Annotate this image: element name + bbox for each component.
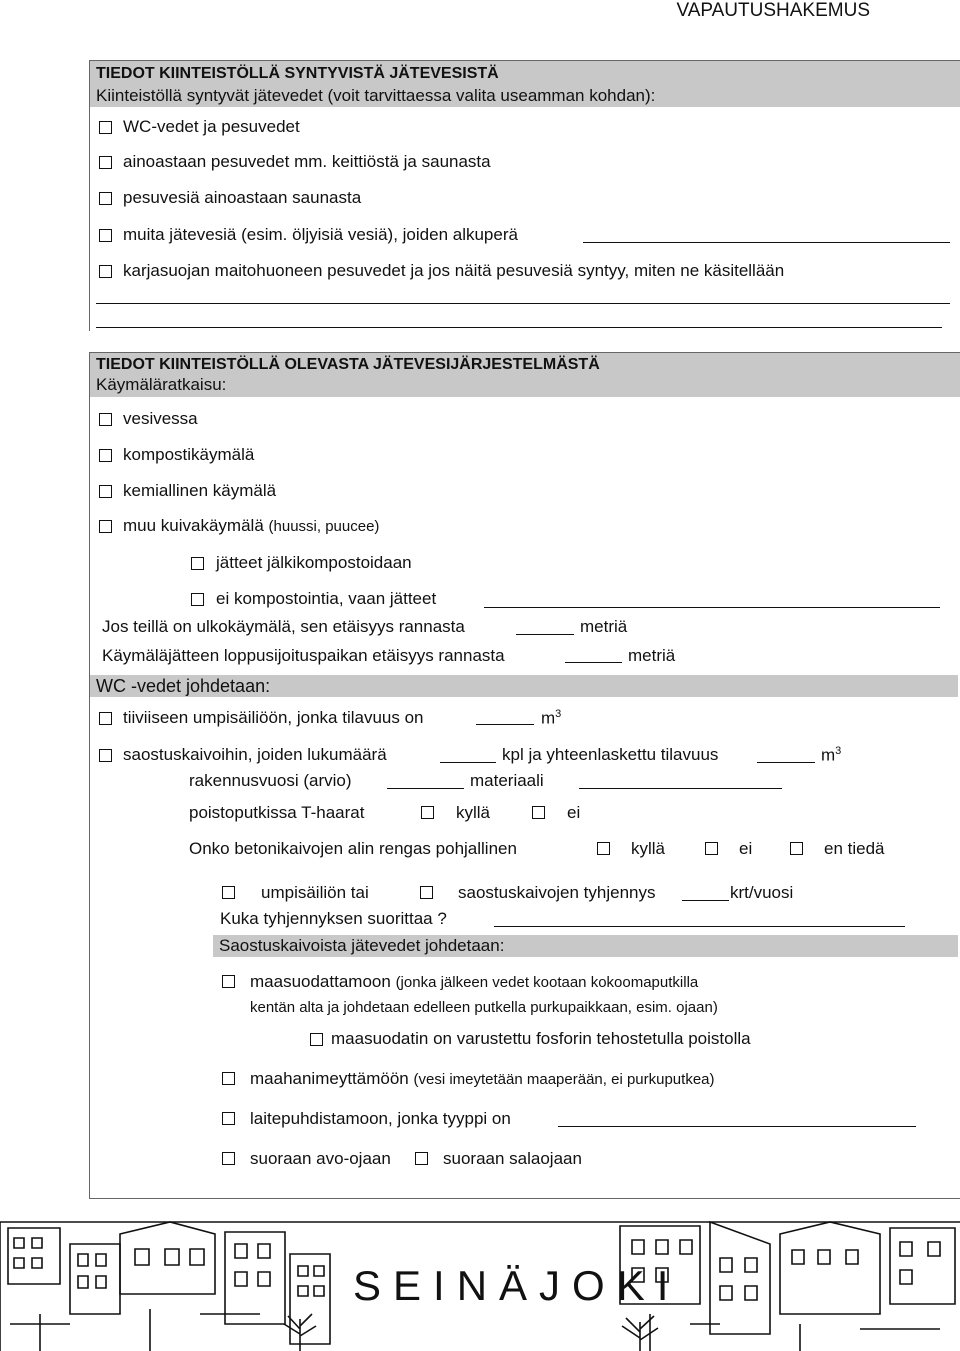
- unit-sup: 3: [835, 745, 842, 757]
- drain-label: suoraan salaojaan: [443, 1149, 582, 1168]
- checkbox-other-waste-water[interactable]: [99, 229, 112, 242]
- checkbox-bottom-no[interactable]: [705, 842, 718, 855]
- checkbox-empty-tank[interactable]: [222, 886, 235, 899]
- yes-label: kyllä: [631, 839, 666, 858]
- checkbox-no-compost[interactable]: [191, 593, 204, 606]
- checkbox-drain[interactable]: [415, 1152, 428, 1165]
- checkbox-empty-septic[interactable]: [420, 886, 433, 899]
- checkbox-chemical-toilet[interactable]: [99, 485, 112, 498]
- option-label: jätteet jälkikompostoidaan: [216, 553, 412, 572]
- material-label: materiaali: [470, 771, 544, 790]
- checkbox-water-toilet[interactable]: [99, 413, 112, 426]
- outhouse-distance-line[interactable]: [516, 634, 574, 635]
- dry-toilet-note: (huussi, puucee): [268, 518, 380, 535]
- document-title: VAPAUTUSHAKEMUS: [676, 0, 870, 21]
- unit-m: m: [821, 745, 836, 765]
- empty-septic-label: saostuskaivojen tyhjennys: [458, 883, 656, 902]
- checkbox-septic-tanks[interactable]: [99, 749, 112, 762]
- option-label: kompostikäymälä: [123, 445, 255, 464]
- treatment-input-line-1[interactable]: [96, 303, 950, 304]
- open-ditch-label: suoraan avo-ojaan: [250, 1149, 391, 1168]
- treatment-input-line-2[interactable]: [96, 327, 942, 328]
- checkbox-compost-toilet[interactable]: [99, 449, 112, 462]
- septic-count-label: saostuskaivoihin, joiden lukumäärä: [123, 745, 387, 764]
- option-label: pesuvesiä ainoastaan saunasta: [123, 188, 362, 207]
- brand-logo-text: SEINÄJOKI: [353, 1262, 681, 1309]
- tank-volume-line[interactable]: [476, 724, 534, 725]
- unit-sup: 3: [555, 708, 562, 720]
- section-subtitle: Käymäläratkaisu:: [96, 375, 227, 394]
- option-label: vesivessa: [123, 409, 198, 428]
- checkbox-sand-filter[interactable]: [222, 975, 235, 988]
- septic-outflow-band: [213, 935, 958, 957]
- disposal-distance-line[interactable]: [565, 662, 622, 663]
- unit-cubic: [821, 745, 841, 766]
- checkbox-open-ditch[interactable]: [222, 1152, 235, 1165]
- option-label: karjasuojan maitohuoneen pesuvedet ja jos näitä pesuvesiä syntyy, miten ne käsitellään: [123, 261, 785, 280]
- unit-m: m: [541, 708, 556, 728]
- option-label: ei kompostointia, vaan jätteet: [216, 589, 437, 608]
- checkbox-wc-and-wash-water[interactable]: [99, 121, 112, 134]
- option-label: ainoastaan pesuvedet mm. keittiöstä ja saunasta: [123, 152, 491, 171]
- checkbox-bottom-dont-know[interactable]: [790, 842, 803, 855]
- material-line[interactable]: [579, 788, 782, 789]
- infiltration-label: [250, 1069, 715, 1089]
- sealed-tank-label: tiiviiseen umpisäiliöön, jonka tilavuus on: [123, 708, 424, 727]
- build-year-label: rakennusvuosi (arvio): [189, 771, 352, 790]
- unit-meters: metriä: [628, 646, 676, 665]
- emptying-frequency-line[interactable]: [682, 900, 729, 901]
- checkbox-milk-room[interactable]: [99, 265, 112, 278]
- wc-water-label: WC -vedet johdetaan:: [96, 676, 271, 696]
- unit-meters: metriä: [580, 617, 628, 636]
- infiltration-note: (vesi imeytetään maaperään, ei purkuputkea): [413, 1071, 715, 1088]
- unit-cubic: [541, 708, 561, 729]
- septic-count-line[interactable]: [440, 762, 496, 763]
- checkbox-sealed-tank[interactable]: [99, 712, 112, 725]
- empty-tank-label: umpisäiliön tai: [261, 883, 369, 902]
- build-year-line[interactable]: [387, 788, 464, 789]
- option-label: WC-vedet ja pesuvedet: [123, 117, 300, 136]
- checkbox-post-compost[interactable]: [191, 557, 204, 570]
- dry-toilet-label: muu kuivakäymälä: [123, 516, 264, 535]
- tee-branch-label: poistoputkissa T-haarat: [189, 803, 365, 822]
- checkbox-phosphorus-removal[interactable]: [310, 1033, 323, 1046]
- section-header-band: [90, 61, 960, 107]
- checkbox-treatment-plant[interactable]: [222, 1112, 235, 1125]
- no-label: ei: [739, 839, 753, 858]
- section-title: TIEDOT KIINTEISTÖLLÄ SYNTYVISTÄ JÄTEVESISTÄ: [96, 65, 499, 82]
- sand-filter-note-2: kentän alta ja johdetaan edelleen putkella purkupaikkaan, esim. ojaan): [250, 999, 718, 1016]
- bottom-ring-question: Onko betonikaivojen alin rengas pohjallinen: [189, 839, 517, 858]
- septic-volume-label: kpl ja yhteenlaskettu tilavuus: [502, 745, 719, 764]
- frequency-unit: krt/vuosi: [730, 883, 794, 902]
- dont-know-label: en tiedä: [824, 839, 885, 858]
- treatment-plant-label: laitepuhdistamoon, jonka tyyppi on: [250, 1109, 511, 1128]
- checkbox-wash-water-only[interactable]: [99, 156, 112, 169]
- checkbox-tee-yes[interactable]: [421, 806, 434, 819]
- sand-filter-title: maasuodattamoon: [250, 972, 391, 991]
- section-title: TIEDOT KIINTEISTÖLLÄ OLEVASTA JÄTEVESIJÄRJESTELMÄSTÄ: [96, 356, 600, 373]
- checkbox-bottom-yes[interactable]: [597, 842, 610, 855]
- outhouse-distance-label: Jos teillä on ulkokäymälä, sen etäisyys rannasta: [102, 617, 465, 636]
- option-label: kemiallinen käymälä: [123, 481, 277, 500]
- phosphorus-label: maasuodatin on varustettu fosforin tehostetulla poistolla: [331, 1029, 751, 1048]
- checkbox-infiltration[interactable]: [222, 1072, 235, 1085]
- waste-destination-line[interactable]: [484, 607, 940, 608]
- option-label: [123, 516, 379, 536]
- sand-filter-label: [250, 972, 698, 992]
- checkbox-sauna-only[interactable]: [99, 192, 112, 205]
- who-empties-line[interactable]: [494, 926, 905, 927]
- sand-filter-note: (jonka jälkeen vedet kootaan kokoomaputkilla: [395, 974, 699, 991]
- infiltration-title: maahanimeyttämöön: [250, 1069, 409, 1088]
- option-label: muita jätevesiä (esim. öljyisiä vesiä), joiden alkuperä: [123, 225, 518, 244]
- section-subtitle: Kiinteistöllä syntyvät jätevedet (voit tarvittaessa valita useamman kohdan):: [96, 86, 656, 105]
- checkbox-dry-toilet[interactable]: [99, 520, 112, 533]
- wc-water-band: [90, 675, 958, 697]
- checkbox-tee-no[interactable]: [532, 806, 545, 819]
- who-empties-label: Kuka tyhjennyksen suorittaa ?: [220, 909, 447, 928]
- septic-volume-line[interactable]: [757, 762, 815, 763]
- septic-outflow-label: Saostuskaivoista jätevedet johdetaan:: [219, 936, 505, 955]
- origin-input-line[interactable]: [583, 242, 950, 243]
- yes-label: kyllä: [456, 803, 491, 822]
- no-label: ei: [567, 803, 581, 822]
- section-header-band: [90, 353, 960, 397]
- disposal-distance-label: Käymäläjätteen loppusijoituspaikan etäisyys rannasta: [102, 646, 505, 665]
- plant-type-line[interactable]: [558, 1126, 916, 1127]
